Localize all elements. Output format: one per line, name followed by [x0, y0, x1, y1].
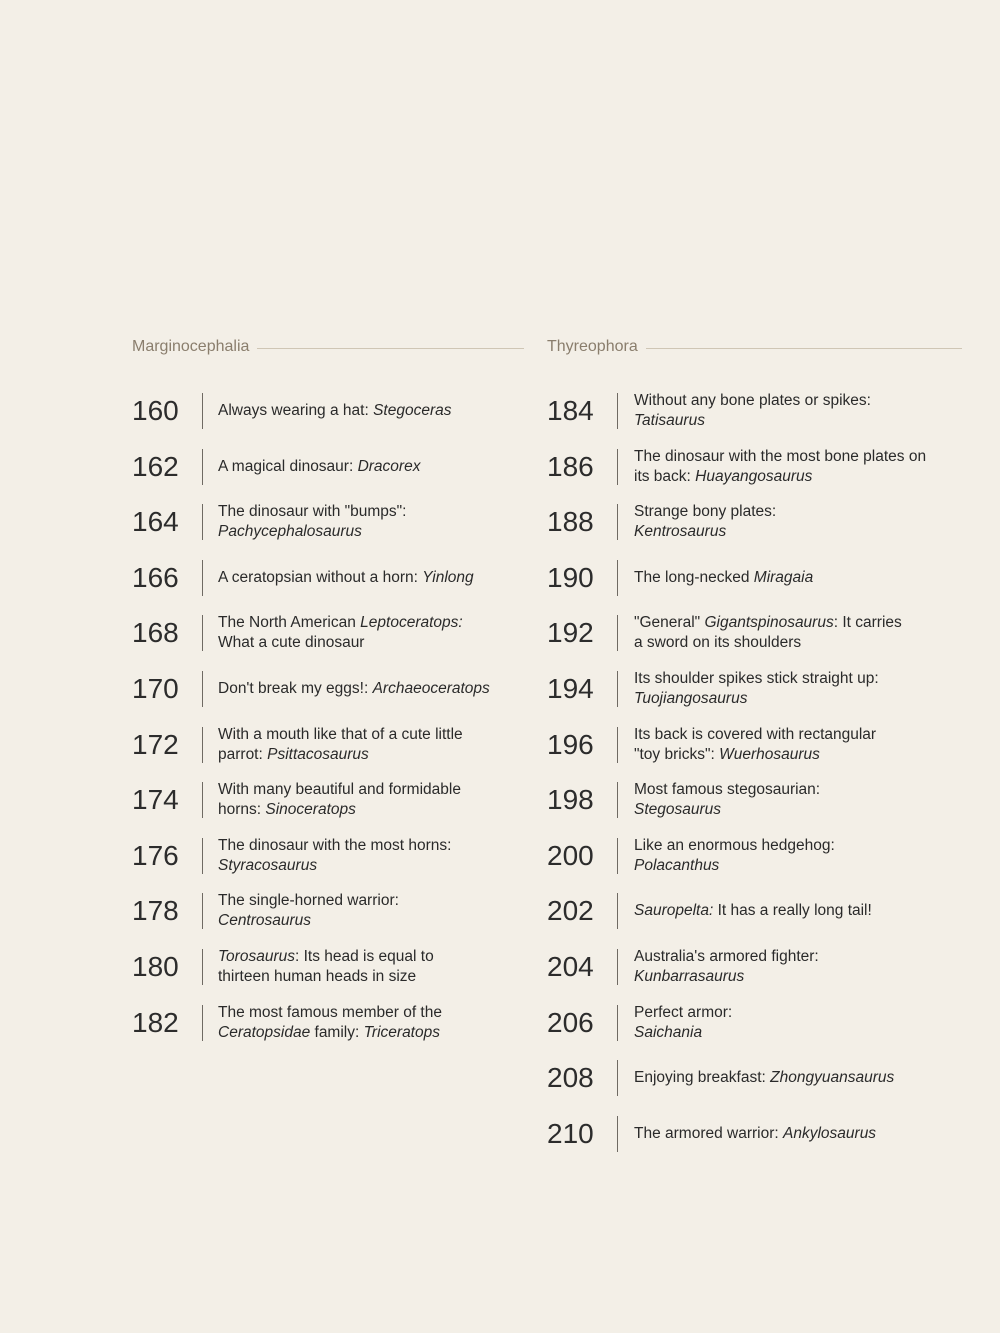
entry-separator [202, 671, 203, 707]
page-number: 192 [547, 617, 594, 649]
entry-separator [202, 560, 203, 596]
species-name: Ceratopsidae [218, 1023, 311, 1041]
toc-entry[interactable] [132, 727, 524, 783]
title-text: What a cute dinosaur [218, 634, 365, 652]
title-text: The single-horned warrior: [218, 892, 399, 910]
page-number: 164 [132, 506, 179, 538]
toc-entry[interactable] [132, 560, 524, 616]
entry-title [218, 893, 518, 929]
title-text: : It carries [833, 614, 902, 632]
entry-title [634, 727, 964, 763]
entry-title [218, 615, 518, 651]
entry-separator [617, 449, 618, 485]
entry-title [218, 504, 518, 540]
page-number: 184 [547, 395, 594, 426]
toc-entry[interactable] [132, 782, 524, 838]
toc-entry[interactable] [547, 671, 962, 727]
title-text: its back: [634, 467, 696, 485]
entry-title [218, 560, 518, 596]
entry-separator [617, 893, 618, 929]
page-number: 168 [132, 617, 179, 649]
toc-entry[interactable] [547, 615, 962, 671]
entry-list [132, 393, 524, 1060]
title-text: The dinosaur with the most horns: [218, 836, 452, 854]
title-text: A magical dinosaur: [218, 457, 358, 475]
page-number: 196 [547, 728, 594, 760]
toc-entry[interactable] [547, 893, 962, 949]
species-name: Miragaia [753, 568, 814, 586]
title-text: Always wearing a hat: [218, 402, 374, 419]
entry-title [634, 504, 964, 540]
entry-title [218, 782, 518, 818]
entry-separator [202, 949, 203, 985]
entry-title [634, 1005, 964, 1041]
toc-entry[interactable] [547, 1060, 962, 1116]
title-text: a sword on its shoulders [634, 634, 802, 652]
species-name: Styracosaurus [218, 856, 318, 874]
page-number: 188 [547, 506, 594, 538]
entry-title [218, 671, 518, 707]
entry-title [634, 1116, 964, 1152]
entry-separator [202, 1005, 203, 1041]
title-text: Its shoulder spikes stick straight up: [634, 669, 879, 687]
page-number: 176 [132, 839, 179, 871]
title-text: The long-necked [634, 568, 754, 586]
entry-title [634, 393, 964, 429]
entry-separator [202, 449, 203, 485]
species-name: Wuerhosaurus [719, 745, 820, 763]
toc-entry[interactable] [547, 504, 962, 560]
page-number: 180 [132, 950, 179, 982]
page-number: 210 [547, 1117, 594, 1149]
entry-title [634, 893, 964, 929]
species-name: Zhongyuansaurus [770, 1069, 895, 1087]
title-text: parrot: [218, 745, 268, 763]
title-text: Like an enormous hedgehog: [634, 836, 835, 854]
species-name: Polacanthus [634, 856, 720, 874]
species-name: Tatisaurus [634, 412, 705, 429]
page-number: 206 [547, 1006, 594, 1038]
entry-title [218, 393, 518, 429]
title-text: Australia's armored fighter: [634, 947, 819, 965]
species-name: Centrosaurus [218, 912, 312, 930]
entry-separator [202, 615, 203, 651]
toc-entry[interactable] [547, 949, 962, 1005]
page-number: 208 [547, 1062, 594, 1094]
entry-title [218, 838, 518, 874]
toc-entry[interactable] [132, 949, 524, 1005]
section-title: Thyreophora [547, 338, 638, 355]
section-header [547, 336, 962, 358]
species-name: Saichania [634, 1023, 703, 1041]
title-text: The dinosaur with the most bone plates on [634, 447, 927, 465]
species-name: Yinlong [422, 568, 474, 586]
page-number: 190 [547, 561, 594, 593]
entry-separator [202, 393, 203, 429]
toc-entry[interactable] [547, 727, 962, 783]
species-name: Tuojiangosaurus [634, 689, 748, 707]
toc-entry[interactable] [547, 1116, 962, 1172]
species-name: Kentrosaurus [634, 523, 727, 541]
entry-separator [617, 1060, 618, 1096]
toc-entry[interactable] [547, 838, 962, 894]
title-text: : Its head is equal to [294, 947, 434, 965]
entry-title [634, 449, 964, 485]
page-number: 174 [132, 784, 179, 816]
section-header [132, 336, 524, 358]
entry-separator [617, 727, 618, 763]
toc-entry[interactable] [547, 782, 962, 838]
page-number: 166 [132, 561, 179, 593]
species-name: Leptoceratops: [360, 614, 463, 632]
species-name: Stegosaurus [634, 801, 722, 819]
toc-entry[interactable] [547, 560, 962, 616]
toc-entry[interactable] [132, 449, 524, 505]
entry-title [634, 671, 964, 707]
page-number: 194 [547, 672, 594, 704]
entry-separator [617, 782, 618, 818]
entry-separator [617, 615, 618, 651]
section-thyreophora [547, 336, 962, 1171]
species-name: Sinoceratops [265, 801, 356, 819]
title-text: With many beautiful and formidable [218, 781, 461, 799]
toc-entry[interactable] [132, 393, 524, 449]
title-text: The armored warrior: [634, 1124, 784, 1142]
title-text: thirteen human heads in size [218, 967, 417, 985]
entry-title [634, 782, 964, 818]
page-number: 200 [547, 839, 594, 871]
entry-separator [617, 838, 618, 874]
section-divider [646, 348, 962, 349]
title-text: Strange bony plates: [634, 503, 777, 521]
entry-separator [202, 838, 203, 874]
toc-entry[interactable] [132, 893, 524, 949]
title-text: Enjoying breakfast: [634, 1069, 771, 1087]
entry-list [547, 393, 962, 1171]
section-divider [257, 348, 524, 349]
entry-title [218, 949, 518, 985]
entry-title [634, 560, 964, 596]
toc-entry[interactable] [132, 615, 524, 671]
entry-separator [202, 893, 203, 929]
species-name: Archaeoceratops [372, 679, 490, 697]
page-number: 160 [132, 395, 179, 426]
species-name: Pachycephalosaurus [218, 523, 362, 541]
entry-title [634, 1060, 964, 1096]
title-text: The dinosaur with "bumps": [218, 503, 407, 521]
title-text: It has a really long tail! [713, 902, 872, 920]
title-text: With a mouth like that of a cute little [218, 725, 463, 743]
page-number: 186 [547, 450, 594, 482]
species-name: Dracorex [357, 457, 421, 475]
entry-separator [617, 393, 618, 429]
title-text: "toy bricks": [634, 745, 720, 763]
page-number: 170 [132, 672, 179, 704]
entry-separator [617, 560, 618, 596]
species-name: Huayangosaurus [695, 467, 813, 485]
page-number: 202 [547, 895, 594, 927]
title-text: Perfect armor: [634, 1003, 733, 1021]
species-name: Sauropelta: [634, 902, 714, 920]
entry-separator [202, 782, 203, 818]
toc-entry[interactable] [132, 671, 524, 727]
title-text: Its back is covered with rectangular [634, 725, 877, 743]
page-number: 182 [132, 1006, 179, 1038]
entry-separator [202, 727, 203, 763]
species-name: Torosaurus [218, 947, 295, 965]
entry-separator [617, 504, 618, 540]
entry-separator [617, 1005, 618, 1041]
page-number: 178 [132, 895, 179, 927]
entry-title [218, 1005, 518, 1041]
toc-entry[interactable] [132, 504, 524, 560]
entry-separator [617, 671, 618, 707]
page-number: 162 [132, 450, 179, 482]
entry-title [634, 949, 964, 985]
title-text: The North American [218, 614, 361, 632]
page-number: 172 [132, 728, 179, 760]
section-marginocephalia [132, 336, 524, 1060]
page-number: 198 [547, 784, 594, 816]
species-name: Ankylosaurus [783, 1124, 877, 1142]
species-name: Psittacosaurus [267, 745, 369, 763]
toc-entry[interactable] [132, 1005, 524, 1061]
entry-separator [617, 949, 618, 985]
entry-separator [617, 1116, 618, 1152]
title-text: horns: [218, 801, 266, 819]
section-title: Marginocephalia [132, 338, 250, 355]
title-text: A ceratopsian without a horn: [218, 568, 423, 586]
title-text: Don't break my eggs!: [218, 679, 373, 697]
toc-entry[interactable] [132, 838, 524, 894]
page-number: 204 [547, 950, 594, 982]
entry-title [218, 449, 518, 485]
title-text: "General" [634, 614, 705, 632]
entry-title [634, 615, 964, 651]
species-name: Triceratops [363, 1023, 440, 1041]
title-text: The most famous member of the [218, 1003, 442, 1021]
entry-title [218, 727, 518, 763]
species-name: Kunbarrasaurus [634, 967, 745, 985]
toc-entry[interactable] [547, 449, 962, 505]
entry-title [634, 838, 964, 874]
title-text: Without any bone plates or spikes: [634, 392, 871, 409]
title-text: family: [310, 1023, 364, 1041]
species-name: Gigantspinosaurus [704, 614, 834, 632]
entry-separator [202, 504, 203, 540]
species-name: Stegoceras [373, 402, 452, 419]
toc-entry[interactable] [547, 1005, 962, 1061]
title-text: Most famous stegosaurian: [634, 781, 821, 799]
toc-entry[interactable] [547, 393, 962, 449]
